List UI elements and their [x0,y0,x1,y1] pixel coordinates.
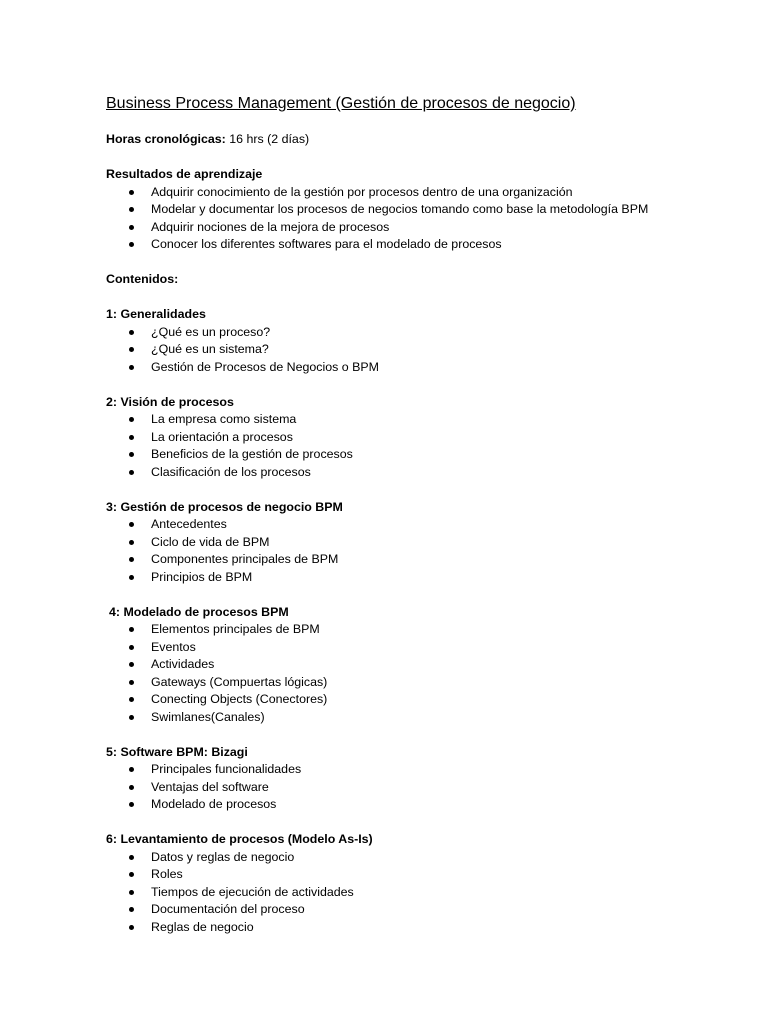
document-title: Business Process Management (Gestión de procesos de negocio) [106,95,576,112]
bullet-icon [129,697,134,702]
outcomes-heading: Resultados de aprendizaje [106,167,263,181]
bullet-icon [129,470,134,475]
list-item-text: La empresa como sistema [151,412,297,426]
list-item-text: Ventajas del software [151,779,269,794]
list-item [106,236,746,254]
list-item [106,849,746,867]
bullet-icon [129,575,134,580]
bullet-icon [129,330,134,335]
bullet-icon [129,365,134,370]
list-item-text: Componentes principales de BPM [151,552,339,566]
section-list [106,849,746,937]
bullet-icon [129,627,134,632]
contents-heading: Contenidos: [106,272,179,286]
bullet-icon [129,242,134,247]
spacer [106,586,746,604]
list-item [106,884,746,902]
list-item-text: Datos y reglas de negocio [151,849,295,864]
list-item-text: Documentación del proceso [151,902,305,916]
bullet-icon [129,907,134,912]
list-item [106,656,746,674]
list-item-text: Beneficios de la gestión de procesos [151,447,353,461]
list-item [106,341,746,359]
bullet-icon [129,417,134,422]
list-item-text: Clasificación de los procesos [151,464,311,479]
section-heading: 3: Gestión de procesos de negocio BPM [106,499,343,514]
list-item-text: Eventos [151,639,196,654]
list-item [106,569,746,587]
bullet-icon [129,540,134,545]
bullet-icon [129,890,134,895]
list-item-text: Modelar y documentar los procesos de negocios tomando como base la metodología BPM [151,202,649,216]
list-item-text: Elementos principales de BPM [151,622,320,636]
spacer [106,254,746,272]
section-list [106,621,746,726]
hours-value: 16 hrs (2 días) [225,132,310,146]
list-item [106,534,746,552]
spacer [106,114,746,131]
bullet-icon [129,557,134,562]
list-item-text: Gateways (Compuertas lógicas) [151,674,328,689]
section-heading: 4: Modelado de procesos BPM [109,604,289,619]
spacer [106,814,746,832]
list-item [106,901,746,919]
bullet-icon [129,347,134,352]
section-heading: 2: Visión de procesos [106,394,234,409]
spacer [106,376,746,394]
list-item-text: La orientación a procesos [151,429,293,444]
bullet-icon [129,680,134,685]
list-item-text: Conocer los diferentes softwares para el modelado de procesos [151,237,502,251]
list-item-text: Tiempos de ejecución de actividades [151,884,354,899]
list-item [106,464,746,482]
hours-label: Horas cronológicas: [106,132,226,146]
list-item-text: Gestión de Procesos de Negocios o BPM [151,359,379,374]
spacer [106,149,746,167]
list-item [106,201,746,219]
list-item-text: Principales funcionalidades [151,762,302,776]
bullet-icon [129,190,134,195]
spacer [106,289,746,307]
list-item [106,429,746,447]
list-item-text: Antecedentes [151,517,227,531]
bullet-icon [129,925,134,930]
list-item-text: ¿Qué es un proceso? [151,324,271,339]
list-item-text: ¿Qué es un sistema? [151,342,269,356]
list-item [106,796,746,814]
bullet-icon [129,225,134,230]
list-item-text: Reglas de negocio [151,919,254,934]
bullet-icon [129,872,134,877]
list-item [106,674,746,692]
list-item [106,324,746,342]
list-item [106,691,746,709]
list-item [106,184,746,202]
bullet-icon [129,662,134,667]
list-item [106,516,746,534]
list-item [106,411,746,429]
section-list [106,516,746,586]
bullet-icon [129,207,134,212]
spacer [106,726,746,744]
list-item [106,551,746,569]
bullet-icon [129,785,134,790]
section-list [106,324,746,377]
bullet-icon [129,435,134,440]
list-item [106,446,746,464]
list-item-text: Principios de BPM [151,569,253,584]
list-item-text: Ciclo de vida de BPM [151,534,270,549]
section-heading: 1: Generalidades [106,307,206,321]
bullet-icon [129,855,134,860]
outcomes-list [106,184,746,254]
list-item [106,219,746,237]
list-item-text: Modelado de procesos [151,797,277,811]
list-item [106,639,746,657]
section-list [106,761,746,814]
list-item-text: Conecting Objects (Conectores) [151,692,328,706]
list-item-text: Actividades [151,657,215,671]
section-list [106,411,746,481]
list-item [106,621,746,639]
bullet-icon [129,522,134,527]
document-page [106,93,746,936]
list-item-text: Adquirir nociones de la mejora de procesos [151,219,390,234]
bullet-icon [129,715,134,720]
list-item-text: Swimlanes(Canales) [151,709,265,724]
bullet-icon [129,767,134,772]
bullet-icon [129,452,134,457]
list-item-text: Roles [151,867,183,881]
list-item [106,761,746,779]
spacer [106,481,746,499]
hours-line [106,131,746,149]
list-item [106,919,746,937]
list-item [106,359,746,377]
bullet-icon [129,802,134,807]
bullet-icon [129,645,134,650]
list-item [106,709,746,727]
list-item [106,779,746,797]
section-heading: 5: Software BPM: Bizagi [106,744,248,759]
list-item-text: Adquirir conocimiento de la gestión por procesos dentro de una organización [151,184,573,199]
section-heading: 6: Levantamiento de procesos (Modelo As-Is) [106,832,373,846]
list-item [106,866,746,884]
